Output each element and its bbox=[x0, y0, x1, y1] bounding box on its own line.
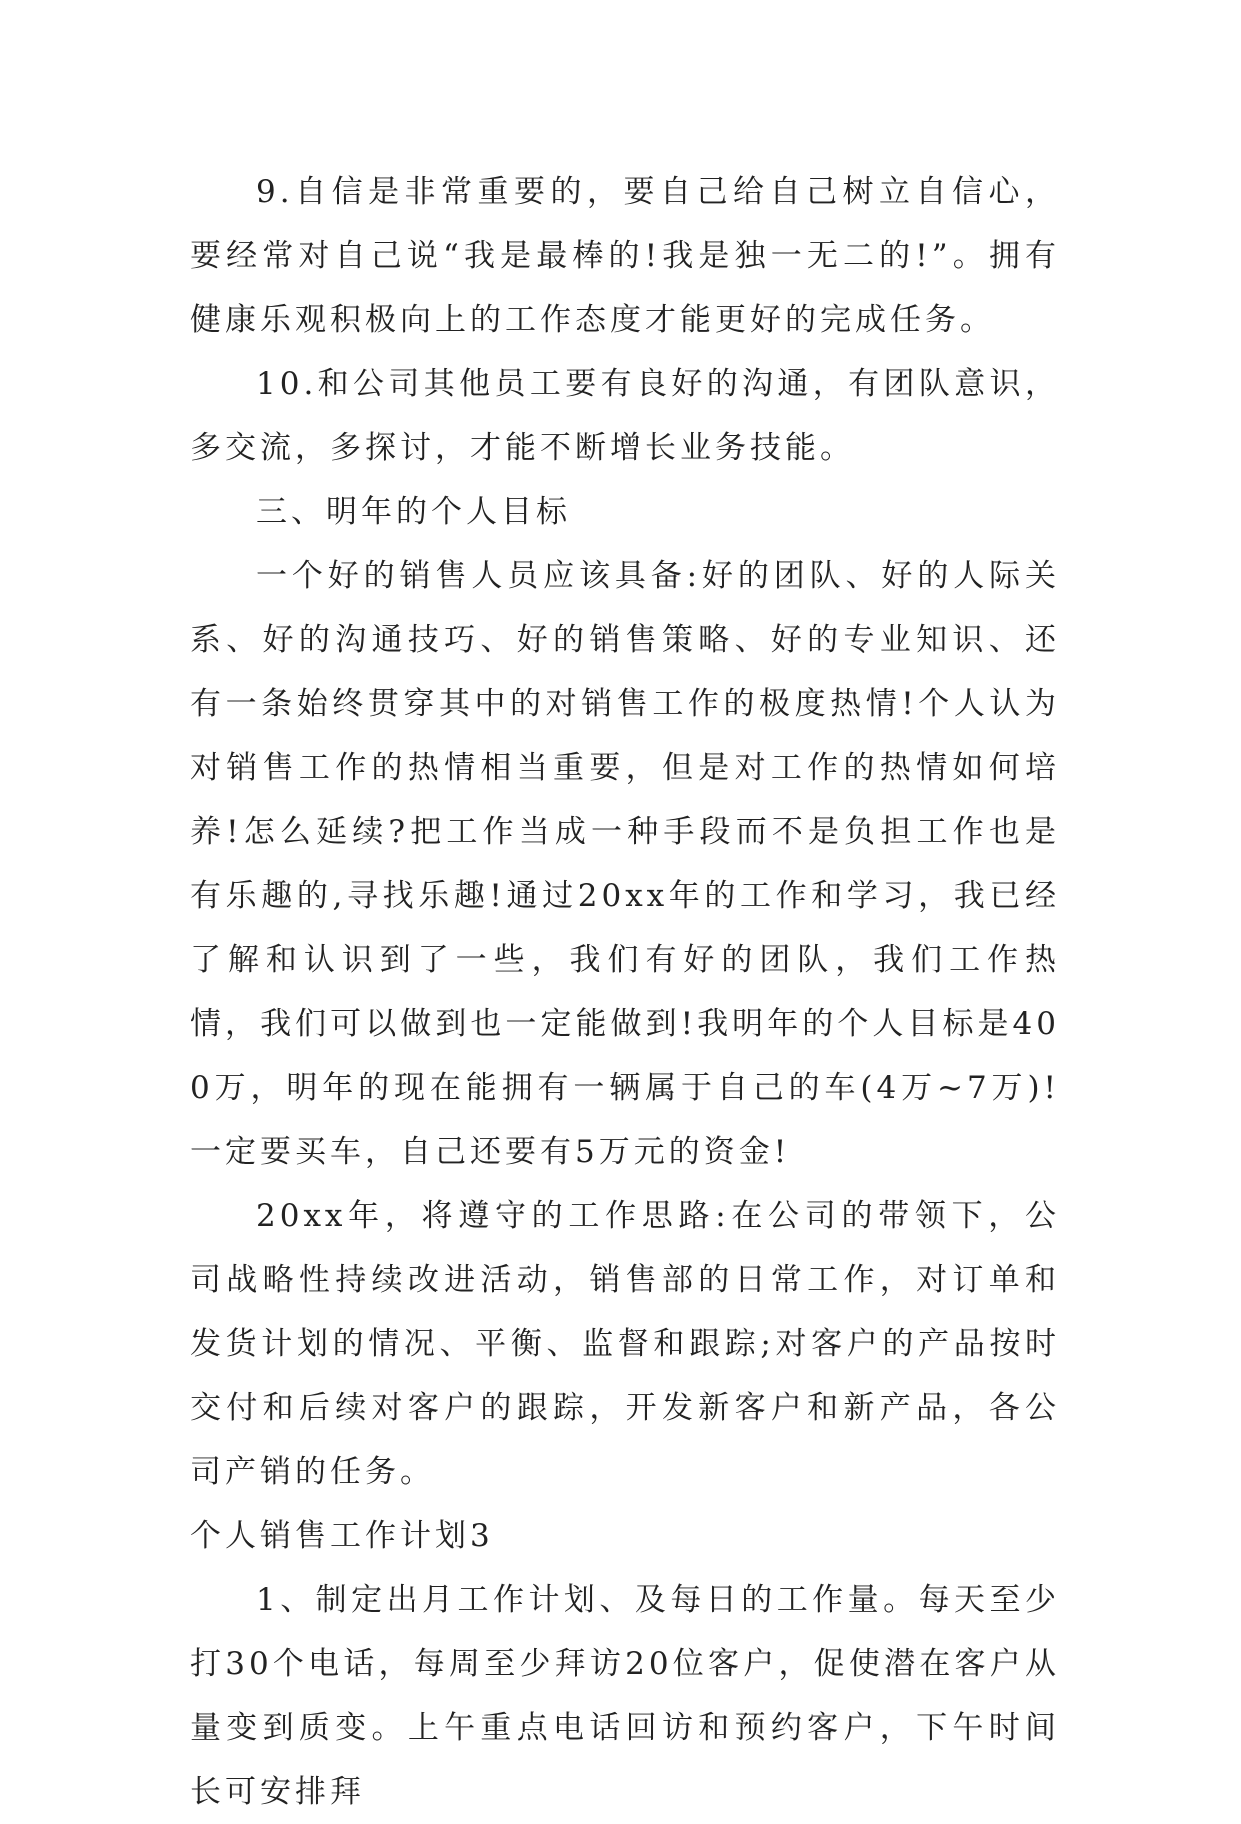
paragraph-monthly-plan: 1、制定出月工作计划、及每日的工作量。每天至少打30个电话，每周至少拜访20位客户，促使潜在客户从量变到质变。上午重点电话回访和预约客户，下午时间长可安排拜 bbox=[190, 1582, 1060, 1810]
document-body bbox=[190, 160, 1060, 1824]
paragraph-confidence: 9.自信是非常重要的，要自己给自己树立自信心，要经常对自己说“我是最棒的!我是独一无二的!”。拥有健康乐观积极向上的工作态度才能更好的完成任务。 bbox=[190, 174, 1060, 338]
paragraph-sales-qualities: 一个好的销售人员应该具备:好的团队、好的人际关系、好的沟通技巧、好的销售策略、好的专业知识、还有一条始终贯穿其中的对销售工作的极度热情!个人认为对销售工作的热情相当重要，但是对工作的热情如何培养!怎么延续?把工作当成一种手段而不是负担工作也是有乐趣的,寻找乐趣!通过20xx年的工作和学习，我已经了解和认识到了一些，我们有好的团队，我们工作热情，我们可以做到也一定能做到!我明年的个人目标是400万，明年的现在能拥有一辆属于自己的车(4万~7万)!一定要买车，自己还要有5万元的资金! bbox=[190, 558, 1060, 1170]
section-heading-next-year-goals: 三、明年的个人目标 bbox=[256, 494, 571, 530]
paragraph-work-approach: 20xx年，将遵守的工作思路:在公司的带领下，公司战略性持续改进活动，销售部的日常工作，对订单和发货计划的情况、平衡、监督和跟踪;对客户的产品按时交付和后续对客户的跟踪，开发新客户和新产品，各公司产销的任务。 bbox=[190, 1198, 1060, 1490]
document-section-title: 个人销售工作计划3 bbox=[190, 1518, 494, 1554]
paragraph-communication: 10.和公司其他员工要有良好的沟通，有团队意识，多交流，多探讨，才能不断增长业务技能。 bbox=[190, 366, 1060, 466]
